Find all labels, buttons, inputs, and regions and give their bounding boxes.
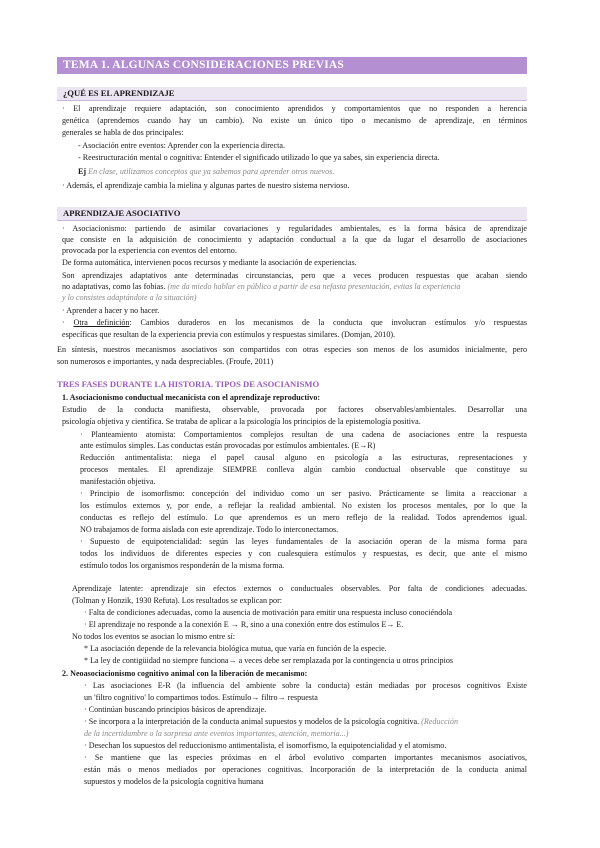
paragraph-line: · Asociacionismo: partiendo de asimilar covariaciones y regularidades ambientales, es la forma básica de aprendizaje xyxy=(62,224,527,233)
section-heading-asociativo: APRENDIZAJE ASOCIATIVO xyxy=(57,207,527,220)
example-line xyxy=(78,167,334,177)
paragraph-line: No todos los eventos se asocian lo mismo entre sí: xyxy=(72,632,235,641)
bullet-item: * La ley de contigüidad no siempre funciona→ a veces debe ser remplazada por la contingencia u otros principios xyxy=(84,656,454,665)
aside-text: (Reducción xyxy=(421,717,459,726)
paragraph-line: específicas que resultan de la experiencia previa con estímulos y respuestas similares. (Domjan, 2010). xyxy=(62,330,396,339)
paragraph-line: los estímulos externos y, por ende, a reflejar la realidad ambiental. No existen los procesos mentales, por lo que la xyxy=(80,501,527,510)
section-heading-tres-fases: TRES FASES DURANTE LA HISTORIA. TIPOS DE ASOCIANISMO xyxy=(57,379,320,389)
bullet-item: · Supuesto de equipotencialidad: según las leyes fundamentales de la asociación operan de la misma forma para xyxy=(80,537,527,546)
example-label: Ej xyxy=(78,167,87,176)
section-heading-que-es: ¿QUÉ ES EL APRENDIZAJE xyxy=(57,87,527,100)
paragraph-line: provocada por la experiencia con eventos del entorno. xyxy=(62,246,237,255)
bullet-item: · Falta de condiciones adecuadas, como la ausencia de motivación para emitir una respuesta incluso conociéndola xyxy=(84,608,453,617)
paragraph-line: En síntesis, nuestros mecanismos asociativos son compartidos con otras especies son menos de los asumidos inicialmente, pero xyxy=(57,345,527,354)
paragraph-line: un 'filtro cognitivo' lo compartimos todos. Estímulo→ filtro→ respuesta xyxy=(84,693,318,702)
bullet-item: · Se mantiene que las especies próximas en el árbol evolutivo comparten importantes mecanismos asociativos, xyxy=(84,753,527,762)
paragraph-line: psicología objetiva y científica. Se trataba de aplicar a la psicología los principios de la epistemología positiva. xyxy=(62,417,421,426)
paragraph-line: que consiste en la adquisición de conocimiento y adaptación conductual a la que da lugar el desarrollo de asociaciones xyxy=(62,235,527,244)
paragraph-line: genética (aprendemos cuando hay un cambio). No existe un único tipo o mecanismo de aprendizaje, en términos xyxy=(62,116,527,125)
paragraph-line: están más o menos mediados por operaciones cognitivas. Incorporación de la interpretación de la conducta animal xyxy=(84,765,527,774)
bullet-item: · Aprender a hacer y no hacer. xyxy=(62,306,160,315)
example-text: En clase, utilizamos conceptos que ya sabemos para aprender otros nuevos. xyxy=(88,167,335,176)
definition-line xyxy=(62,318,527,328)
bullet-item: · Planteamiento atomista: Comportamientos complejos resultan de una cadena de asociaciones entre la respuesta xyxy=(80,430,527,439)
section-divider xyxy=(57,100,527,101)
section-divider xyxy=(57,220,527,221)
paragraph-line: De forma automática, intervienen pocos recursos y mediante la asociación de experiencias. xyxy=(62,258,357,267)
bullet-item: - Reestructuración mental o cognitiva: Entender el significado utilizado lo que ya sabes, sin experiencia directa. xyxy=(78,153,440,162)
paragraph-line: estímulo todos los organismos responderán de la misma forma. xyxy=(80,561,285,570)
paragraph-line: generales se habla de dos principales: xyxy=(62,128,184,137)
aside-line: de la incertidumbre o la sorpresa ante eventos importantes, atención, memoria...) xyxy=(84,729,349,738)
bullet-item: · Las asociaciones E-R (la influencia del ambiente sobre la conducta) están mediadas por procesos cognitivos Existe xyxy=(84,681,527,690)
paragraph-line: supuestos y modelos de la psicología cognitiva humana xyxy=(84,777,264,786)
phobia-text: no adaptativas, como las fobias. xyxy=(62,282,166,291)
paragraph-line: conductas es reflejo del estímulo. Lo que aprendemos es un mero reflejo de la realidad. Todos aprendemos igual. xyxy=(80,513,527,522)
paragraph-line: procesos mentales. El aprendizaje SIEMPRE conlleva algún cambio conductual observable que constituye su xyxy=(80,465,527,474)
bullet-item: · Desechan los supuestos del reduccionismo antimentalista, el isomorfismo, la equipotencialidad y el atomismo. xyxy=(84,741,447,750)
bullet-mark: · xyxy=(62,318,74,327)
bullet-item: * La asociación depende de la relevancia biológica mutua, que varía en función de la especie. xyxy=(84,644,387,653)
example-line: y lo consistes adaptándote a la situación) xyxy=(62,293,197,302)
bullet-item: · El aprendizaje no responde a la conexión E → R, sino a una conexión entre dos estímulos E→ E. xyxy=(84,620,404,629)
bullet-item: - Asociación entre eventos: Aprender con la experiencia directa. xyxy=(78,141,285,150)
paragraph-line: Son aprendizajes adaptativos ante determinadas circunstancias, pero que a veces producen respuestas que acaban siendo xyxy=(62,271,527,280)
paragraph-line: Estudio de la conducta manifiesta, observable, provocada por factores observables/ambientales. Desarrollar una xyxy=(62,405,527,414)
bullet-text: · Se incorpora a la interpretación de la conducta animal supuestos y modelos de la psicología cognitiva. xyxy=(84,717,420,726)
paragraph-line: · El aprendizaje requiere adaptación, son conocimiento aprendidos y comportamientos que no responden a herencia xyxy=(62,104,527,113)
paragraph-line: NO trabajamos de forma aislada con este aprendizaje. Todo lo interconectamos. xyxy=(80,525,339,534)
numbered-heading: 1. Asociacionismo conductual mecanicista con el aprendizaje reproductivo: xyxy=(62,393,321,402)
paragraph-line: ante estímulos simples. Las conductas están provocadas por estímulos ambientales. (E→R) xyxy=(80,441,376,450)
definition-text: : Cambios duraderos en los mecanismos de la conducta que involucran estímulos y/o respuestas xyxy=(129,318,528,327)
paragraph-line xyxy=(62,282,460,292)
paragraph-line: (Tolman y Honzik, 1930 Refuta). Los resultados se explican por: xyxy=(72,596,283,605)
definition-label: Otra definición xyxy=(73,318,130,327)
paragraph-line: son numerosos e importantes, y nada despreciables. (Froufe, 2011) xyxy=(57,357,274,366)
phobia-example: (me da miedo hablar en público a partir de esa nefasta presentación, evitas la experiencia xyxy=(167,282,461,291)
document-title: TEMA 1. ALGUNAS CONSIDERACIONES PREVIAS xyxy=(57,57,527,74)
numbered-heading: 2. Neoasociacionismo cognitivo animal con la liberación de mecanismo: xyxy=(62,669,308,678)
bullet-item: · Continúan buscando principios básicos de aprendizaje. xyxy=(84,705,267,714)
bullet-item xyxy=(84,717,458,727)
paragraph-line: todos los individuos de diferentes especies y con cualesquiera estímulos y respuestas, es decir, que ante el mismo xyxy=(80,549,527,558)
bullet-item: · Principio de isomorfismo: concepción del individuo como un ser pasivo. Prácticamente se limita a reaccionar a xyxy=(80,489,527,498)
paragraph-line: Reducción antimentalista: niega el papel causal alguno en psicología a las estructuras, representaciones y xyxy=(80,453,527,462)
paragraph-line: · Además, el aprendizaje cambia la mielina y algunas partes de nuestro sistema nervioso. xyxy=(62,181,350,190)
paragraph-line: Aprendizaje latente: aprendizaje sin efectos externos o conductuales observables. Por falta de condiciones adecuadas. xyxy=(72,584,527,593)
paragraph-line: manifestación objetiva. xyxy=(80,477,156,486)
